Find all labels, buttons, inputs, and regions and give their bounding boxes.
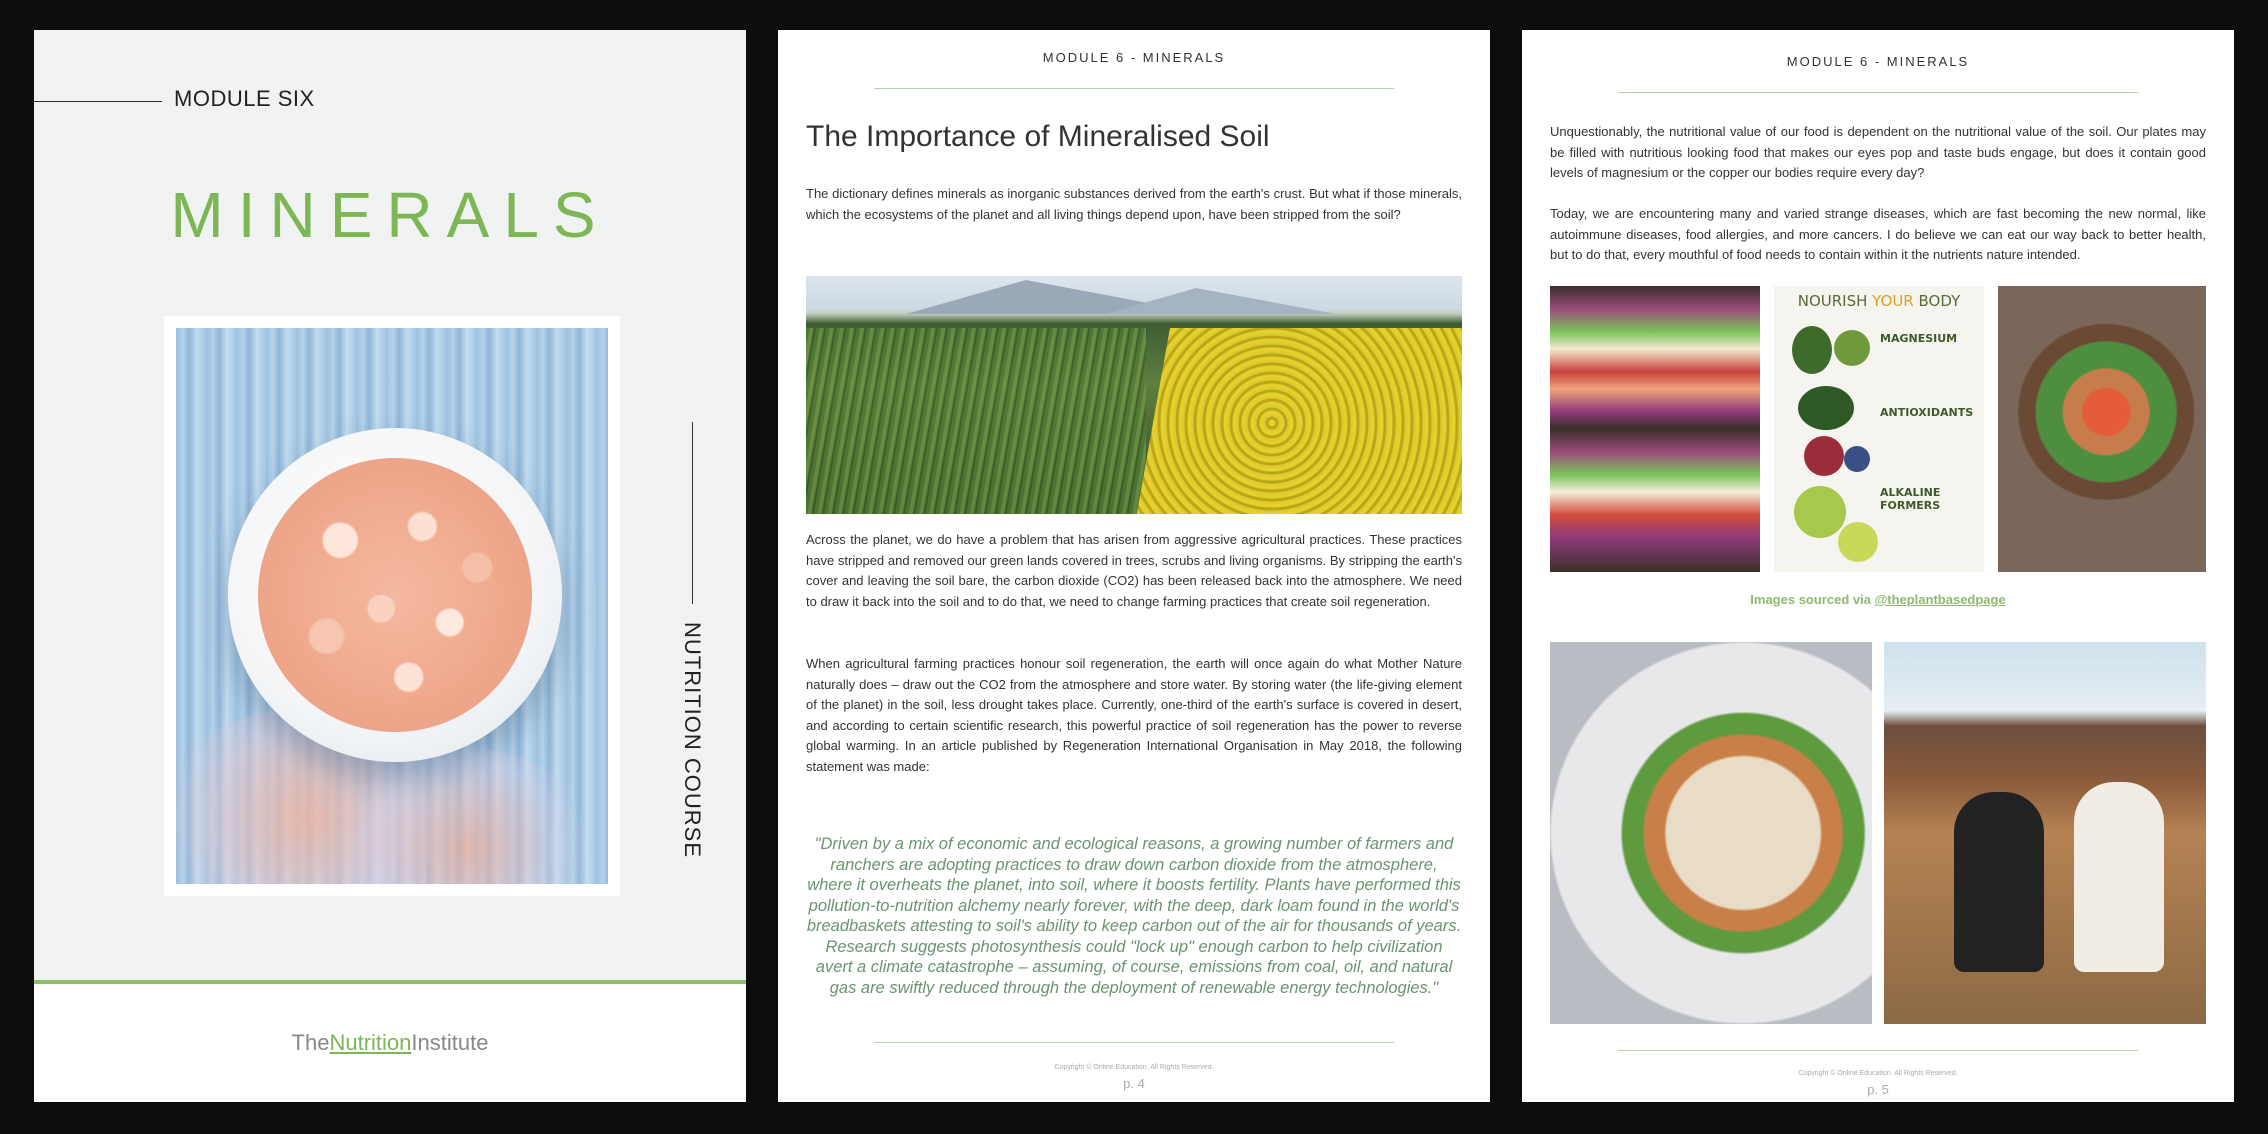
nourish-poster — [1774, 286, 1984, 572]
copyright-text: Copyright © Online Education. All Rights Reserved. — [1798, 1070, 1958, 1077]
regeneration-paragraph: When agricultural farming practices honour soil regeneration, the earth will once again do what Mother Nature naturally does – draw out the CO2 from the atmosphere and store water. By storing water (the life-giving element of the planet) in the soil, less drought takes place. Currently, one-third of the earth's surface is covered in desert, and according to certain scientific research, this powerful practice of soil regeneration has the power to reverse global warming. In an article published by Regeneration International Organisation in May 2018, the following statement was made: — [806, 656, 1462, 774]
brand-the: The — [291, 1030, 330, 1055]
salad-bowl-photo — [1998, 286, 2206, 572]
header-rule — [1618, 92, 2138, 93]
brand-nutrition: Nutrition — [329, 1030, 412, 1055]
poster-title: NOURISH YOUR BODY — [1797, 292, 1961, 310]
poster-label-antioxidants: ANTIOXIDANTS — [1880, 406, 1974, 419]
cover-page — [34, 30, 746, 1102]
page-4 — [778, 30, 1490, 1102]
footer-rule — [874, 1042, 1394, 1043]
nutrition-paragraph: Unquestionably, the nutritional value of our food is dependent on the nutritional value of the soil. Our plates may be filled with nutritious looking food that makes our eyes pop and taste buds engage, but does it contain good levels of magnesium or the copper our bodies require every day? — [1550, 124, 2206, 180]
pink-salt-image — [258, 458, 532, 732]
image-credit: Images sourced via @theplantbasedpage — [1750, 592, 2006, 607]
cover-vertical-rule — [692, 422, 693, 604]
intro-paragraph: The dictionary defines minerals as inorganic substances derived from the earth's crust. But what if those minerals, which the ecosystems of the planet and all living things depend upon, have been stripped from the soil? — [806, 186, 1462, 222]
page-header: MODULE 6 - MINERALS — [1042, 50, 1226, 65]
picnic-photo — [1884, 642, 2206, 1024]
footer-rule — [1618, 1050, 2138, 1051]
cover-subtitle: NUTRITION COURSE — [680, 622, 705, 858]
wrap-photo — [1550, 642, 1872, 1024]
page-5 — [1522, 30, 2234, 1102]
bowl-image — [228, 428, 562, 762]
page-number: p. 5 — [1867, 1082, 1889, 1097]
cover-rule — [34, 101, 162, 102]
page-header: MODULE 6 - MINERALS — [1786, 54, 1970, 69]
farm-field-photo — [806, 276, 1462, 514]
copyright-text: Copyright © Online Education. All Rights Reserved. — [1054, 1064, 1214, 1071]
brand-logo — [34, 1030, 746, 1056]
agriculture-paragraph: Across the planet, we do have a problem that has arisen from aggressive agricultural practices. These practices have stripped and removed our green lands covered in trees, scrubs and living organisms. By stripping the earth's cover and leaving the soil bare, the carbon dioxide (CO2) has been released back into the atmosphere. We need to draw it back into the soil and to do that, we need to change farming practices that create soil regeneration. — [806, 532, 1462, 609]
page-heading: The Importance of Mineralised Soil — [806, 120, 1270, 153]
diseases-paragraph: Today, we are encountering many and varied strange diseases, which are fast becoming the new normal, like autoimmune diseases, food allergies, and more cancers. I do believe we can eat our way back to better health, but to do that, every mouthful of food needs to contain within it the nutrients nature intended. — [1550, 206, 2206, 262]
cover-title: MINERALS — [170, 179, 610, 251]
salt-bowl-photo — [176, 328, 608, 884]
brand-institute: Institute — [411, 1030, 489, 1055]
quote-block: "Driven by a mix of economic and ecological reasons, a growing number of farmers and ranchers are adopting practices to draw down carbon dioxide from the atmosphere, where it overheats the planet, into soil, where it boosts fertility. Plants have performed this pollution-to-nutrition alchemy nearly forever, with the deep, dark loam found in the world's breadbaskets attesting to soil's ability to keep carbon out of the air for thousands of years. Research suggests photosynthesis could "lock up" enough carbon to help civilization avert a climate catastrophe – assuming, of course, emissions from coal, oil, and natural gas are swiftly reduced through the deployment of renewable energy technologies." — [806, 835, 1462, 997]
poster-label-alkaline: ALKALINE FORMERS — [1880, 486, 1941, 512]
credit-link[interactable]: @theplantbasedpage — [1874, 592, 2006, 607]
cover-module-label: MODULE SIX — [174, 86, 315, 111]
page-number: p. 4 — [1123, 1076, 1145, 1091]
sandwich-photo — [1550, 286, 1760, 572]
poster-label-magnesium: MAGNESIUM — [1880, 332, 1958, 345]
header-rule — [874, 88, 1394, 89]
cover-photo-frame — [164, 316, 620, 896]
